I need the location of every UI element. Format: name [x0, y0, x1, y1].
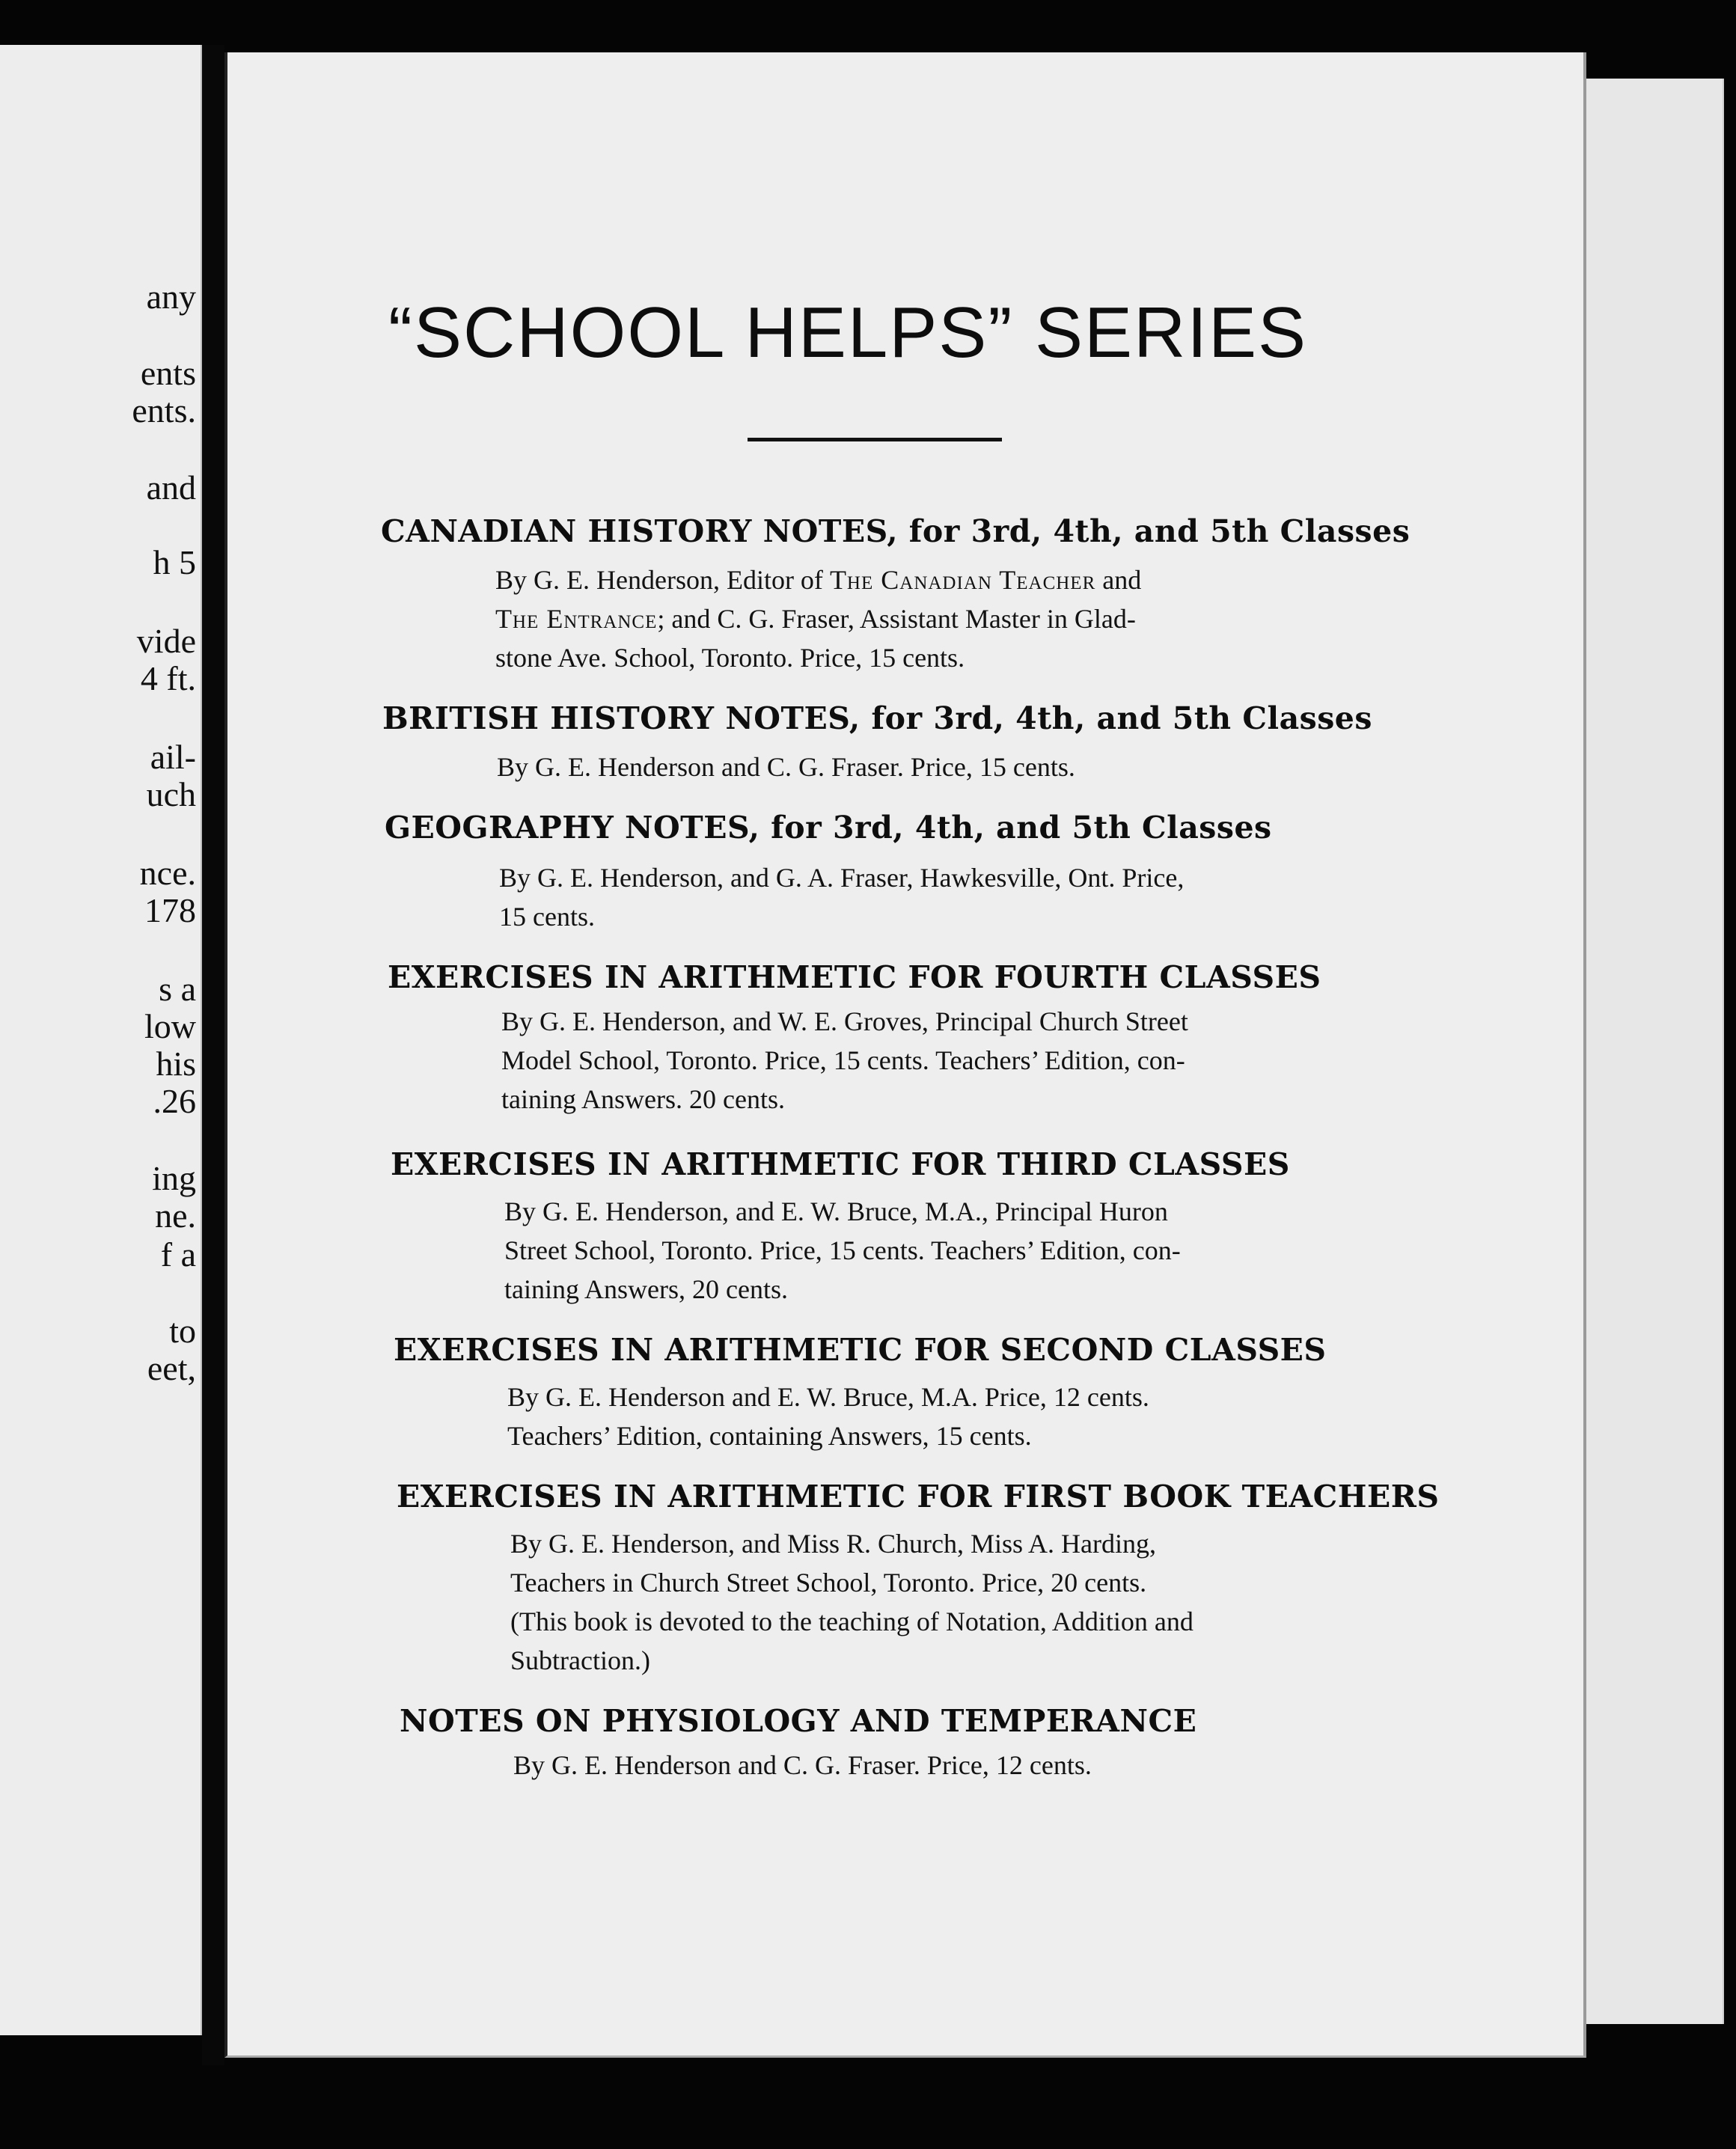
- left-page-fragment: ents.: [132, 391, 196, 430]
- left-page-fragment: to: [169, 1312, 196, 1350]
- entry-description-line: 15 cents.: [499, 902, 595, 932]
- page-title: “SCHOOL HELPS” SERIES: [388, 293, 1308, 373]
- periodical-title: The Entrance: [495, 604, 658, 634]
- entry-description-line: Teachers’ Edition, containing Answers, 15 cents.: [507, 1421, 1032, 1451]
- left-page-fragment: uch: [146, 775, 196, 813]
- entry-description-line: Street School, Toronto. Price, 15 cents. Teachers’ Edition, con-: [504, 1235, 1181, 1265]
- left-page-fragment: his: [156, 1045, 196, 1083]
- left-page-fragment: and: [146, 468, 196, 507]
- entry-description-line: taining Answers. 20 cents.: [501, 1084, 785, 1114]
- left-page-fragment: s a: [159, 970, 196, 1008]
- entry-description-line: By G. E. Henderson, Editor of The Canadian Teacher and: [495, 565, 1142, 595]
- left-page-fragment: 4 ft.: [140, 659, 196, 697]
- entry-heading: EXERCISES IN ARITHMETIC FOR FOURTH CLASSES: [388, 959, 1321, 995]
- series-advertisement-page: [224, 52, 1586, 2058]
- entry-heading: EXERCISES IN ARITHMETIC FOR FIRST BOOK TEACHERS: [397, 1479, 1440, 1514]
- left-page-fragment: .26: [153, 1082, 196, 1120]
- entry-description-line: By G. E. Henderson, and G. A. Fraser, Hawkesville, Ont. Price,: [499, 863, 1185, 893]
- entry-description-line: The Entrance; and C. G. Fraser, Assistant Master in Glad-: [495, 604, 1136, 634]
- entry-description-line: Teachers in Church Street School, Toronto. Price, 20 cents.: [510, 1568, 1147, 1598]
- entry-heading: BRITISH HISTORY NOTES, for 3rd, 4th, and 5th Classes: [382, 700, 1372, 736]
- entry-description-line: stone Ave. School, Toronto. Price, 15 cents.: [495, 643, 965, 673]
- left-page-fragment: any: [146, 278, 196, 316]
- left-page-fragment: eet,: [147, 1349, 196, 1387]
- entry-description-line: Model School, Toronto. Price, 15 cents. Teachers’ Edition, con-: [501, 1045, 1185, 1075]
- left-page-fragment: ing: [152, 1159, 196, 1197]
- title-divider: [748, 438, 1002, 441]
- left-page-fragment: nce.: [139, 854, 196, 892]
- entry-heading: CANADIAN HISTORY NOTES, for 3rd, 4th, and 5th Classes: [381, 513, 1410, 549]
- left-page-fragment: 178: [144, 891, 196, 929]
- entry-description-line: By G. E. Henderson, and E. W. Bruce, M.A., Principal Huron: [504, 1196, 1168, 1226]
- left-page-fragment: h 5: [153, 543, 196, 581]
- left-page-fragment: ne.: [155, 1196, 196, 1235]
- entry-description-line: By G. E. Henderson and C. G. Fraser. Price, 15 cents.: [497, 752, 1075, 782]
- left-page-fragment: ents: [140, 354, 196, 392]
- left-page-fragment: ail-: [150, 738, 196, 776]
- entry-description-line: By G. E. Henderson and E. W. Bruce, M.A. Price, 12 cents.: [507, 1382, 1149, 1412]
- entry-description-line: By G. E. Henderson and C. G. Fraser. Price, 12 cents.: [513, 1750, 1092, 1780]
- entry-description-line: Subtraction.): [510, 1645, 650, 1675]
- entry-description-line: By G. E. Henderson, and Miss R. Church, Miss A. Harding,: [510, 1529, 1156, 1559]
- entry-description-line: (This book is devoted to the teaching of Notation, Addition and: [510, 1607, 1194, 1636]
- periodical-title: The Canadian Teacher: [829, 565, 1096, 595]
- entry-heading: EXERCISES IN ARITHMETIC FOR THIRD CLASSES: [391, 1146, 1290, 1182]
- entry-heading: GEOGRAPHY NOTES, for 3rd, 4th, and 5th Classes: [385, 810, 1272, 846]
- entry-heading: EXERCISES IN ARITHMETIC FOR SECOND CLASSES: [394, 1332, 1327, 1368]
- book-gutter: [202, 45, 224, 2065]
- left-page-fragment: vide: [136, 622, 196, 660]
- entry-heading: NOTES ON PHYSIOLOGY AND TEMPERANCE: [400, 1703, 1197, 1739]
- left-page-fragment: f a: [160, 1235, 196, 1274]
- left-facing-page: [0, 45, 202, 2035]
- left-page-fragment: low: [144, 1007, 196, 1045]
- entry-description-line: By G. E. Henderson, and W. E. Groves, Principal Church Street: [501, 1006, 1188, 1036]
- entry-description-line: taining Answers, 20 cents.: [504, 1274, 788, 1304]
